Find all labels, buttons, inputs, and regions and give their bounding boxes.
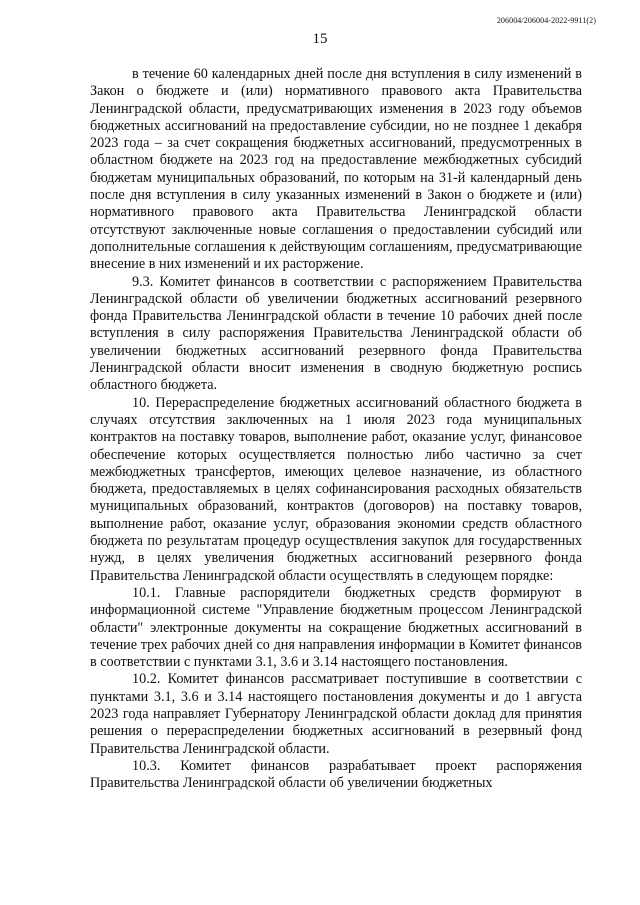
paragraph-10: 10. Перераспределение бюджетных ассигнований областного бюджета в случаях отсутствия заключенных на 1 июля 2023 года муниципальных контрактов на поставку товаров, выполнение работ, оказание услуг, финансовое обеспечение которых осуществляется полностью либо частично за счет межбюджетных трансфертов, имеющих целевое назначение, из областного бюджета, предоставляемых в целях софинансирования расходных обязательств муниципальных образований, контрактов (договоров) на поставку товаров, выполнение работ, оказание услуг, образования экономии средств областного бюджета по результатам процедур осуществления закупок для государственных нужд, в целях увеличения бюджетных ассигнований резервного фонда Правительства Ленинградской области осуществлять в следующем порядке:	[90, 394, 582, 584]
page-number: 15	[312, 31, 328, 47]
document-code: 206004/206004-2022-9911(2)	[496, 16, 596, 25]
paragraph-10-1: 10.1. Главные распорядители бюджетных средств формируют в информационной системе "Управление бюджетным процессом Ленинградской области" электронные документы на сокращение бюджетных ассигнований в течение трех рабочих дней со дня направления информации в Комитет финансов в соответствии с пунктами 3.1, 3.6 и 3.14 настоящего постановления.	[90, 584, 582, 671]
paragraph-10-3: 10.3. Комитет финансов разрабатывает проект распоряжения Правительства Ленинградской области об увеличении бюджетных	[90, 757, 582, 792]
document-body	[90, 66, 582, 792]
paragraph-10-2: 10.2. Комитет финансов рассматривает поступившие в соответствии с пунктами 3.1, 3.6 и 3.14 настоящего постановления документы и до 1 августа 2023 года направляет Губернатору Ленинградской области доклад для принятия решения о перераспределении бюджетных ассигнований в резервный фонд Правительства Ленинградской области.	[90, 671, 582, 757]
paragraph-continuation: в течение 60 календарных дней после дня вступления в силу изменений в Закон о бюджете и (или) нормативного правового акта Правительства Ленинградской области, предусматривающих изменения в 2023 году объемов бюджетных ассигнований на предоставление субсидии, но не позднее 1 декабря 2023 года – за счет сокращения бюджетных ассигнований, предусмотренных в областном бюджете на 2023 год на предоставление межбюджетных субсидий бюджетам муниципальных образований, по которым на 31-й календарный день после дня вступления в силу указанных изменений в Закон о бюджете и (или) нормативного правового акта Правительства Ленинградской области отсутствуют заключенные новые соглашения о предоставлении субсидий или дополнительные соглашения к действующим соглашениям, предусматривающие внесение в них изменений и их расторжение.	[90, 66, 582, 273]
paragraph-9-3: 9.3. Комитет финансов в соответствии с распоряжением Правительства Ленинградской области об увеличении бюджетных ассигнований резервного фонда Правительства Ленинградской области в течение 10 рабочих дней после вступления в силу распоряжения Правительства Ленинградской области об увеличении бюджетных ассигнований резервного фонда Правительства Ленинградской области вносит изменения в сводную бюджетную роспись областного бюджета.	[90, 273, 582, 394]
